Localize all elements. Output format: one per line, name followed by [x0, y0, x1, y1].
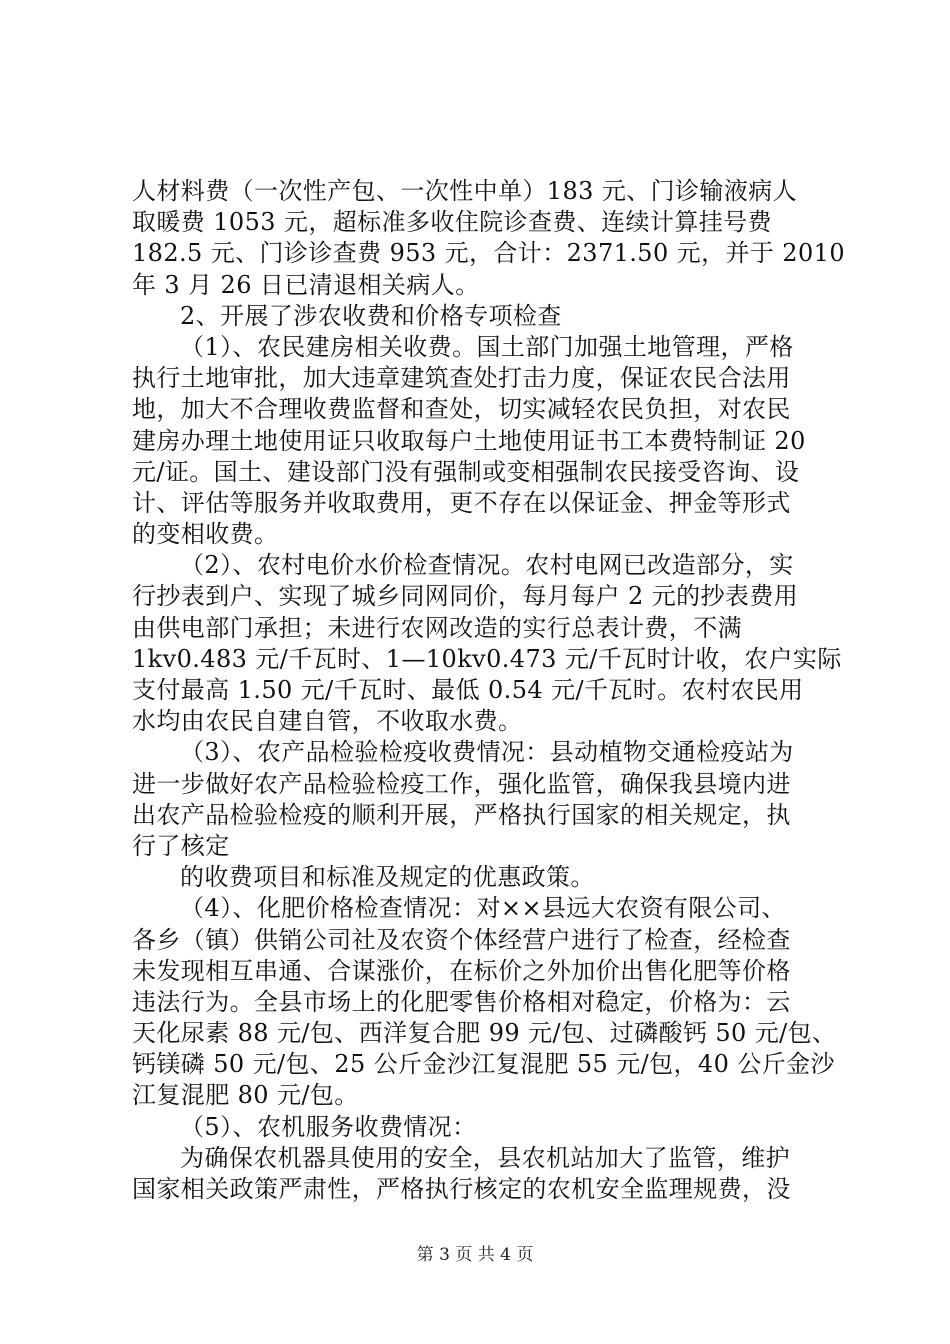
page-footer: 第 3 页 共 4 页	[416, 1245, 534, 1265]
text-line: 的收费项目和标准及规定的优惠政策。	[180, 863, 595, 892]
text-line: 江复混肥 80 元/包。	[132, 1081, 359, 1110]
text-line: 支付最高 1.50 元/千瓦时、最低 0.54 元/千瓦时。农村农民用	[132, 676, 804, 704]
text-line: （2）、农村电价水价检查情况。农村电网已改造部分，实	[180, 551, 794, 580]
text-line: 进一步做好农产品检验检疫工作，强化监管，确保我县境内进	[132, 769, 791, 798]
text-line: 由供电部门承担；未进行农网改造的实行总表计费，不满	[132, 613, 742, 642]
text-line: （1）、农民建房相关收费。国土部门加强土地管理，严格	[180, 332, 794, 361]
text-line: 行了核定	[132, 831, 230, 860]
text-line: 地，加大不合理收费监督和查处，切实减轻农民负担，对农民	[132, 395, 791, 424]
text-line: 各乡（镇）供销公司社及农资个体经营户进行了检查，经检查	[132, 925, 791, 954]
text-line: 计、评估等服务并收取费用，更不存在以保证金、押金等形式	[132, 488, 791, 517]
text-line: 元/证。国土、建设部门没有强制或变相强制农民接受咨询、设	[132, 457, 800, 486]
document-body	[132, 176, 845, 1205]
text-line: 人材料费（一次性产包、一次性中单）183 元、门诊输液病人	[132, 177, 798, 205]
text-line: 天化尿素 88 元/包、西洋复合肥 99 元/包、过磷酸钙 50 元/包、	[132, 1019, 837, 1048]
text-line: （5）、农机服务收费情况：	[180, 1112, 477, 1141]
text-line: 的变相收费。	[132, 520, 279, 549]
text-line: 182.5 元、门诊诊查费 953 元，合计：2371.50 元，并于 2010	[132, 239, 845, 268]
text-line: 钙镁磷 50 元/包、25 公斤金沙江复混肥 55 元/包，40 公斤金沙	[132, 1050, 835, 1079]
text-line: 未发现相互串通、合谋涨价，在标价之外加价出售化肥等价格	[132, 956, 791, 985]
text-line: 违法行为。全县市场上的化肥零售价格相对稳定，价格为：云	[132, 987, 791, 1016]
text-line: 2、开展了涉农收费和价格专项检查	[180, 301, 562, 330]
text-line: 为确保农机器具使用的安全，县农机站加大了监管，维护	[180, 1143, 790, 1172]
text-line: 取暖费 1053 元，超标准多收住院诊查费、连续计算挂号费	[132, 208, 772, 237]
text-line: 执行土地审批，加大违章建筑查处打击力度，保证农民合法用	[132, 364, 791, 393]
text-line: 国家相关政策严肃性，严格执行核定的农机安全监理规费，没	[132, 1175, 791, 1203]
text-line: （3）、农产品检验检疫收费情况：县动植物交通检疫站为	[180, 738, 794, 767]
text-line: （4）、化肥价格检查情况：对××县远大农资有限公司、	[180, 894, 786, 923]
text-line: 年 3 月 26 日已清退相关病人。	[132, 270, 480, 299]
text-line: 建房办理土地使用证只收取每户土地使用证书工本费特制证 20	[132, 426, 806, 455]
text-line: 出农产品检验检疫的顺利开展，严格执行国家的相关规定，执	[132, 800, 791, 829]
text-line: 行抄表到户、实现了城乡同网同价，每月每户 2 元的抄表费用	[132, 582, 799, 611]
text-line: 水均由农民自建自管，不收取水费。	[132, 707, 523, 736]
text-line: 1kv0.483 元/千瓦时、1—10kv0.473 元/千瓦时计收，农户实际	[132, 644, 842, 673]
